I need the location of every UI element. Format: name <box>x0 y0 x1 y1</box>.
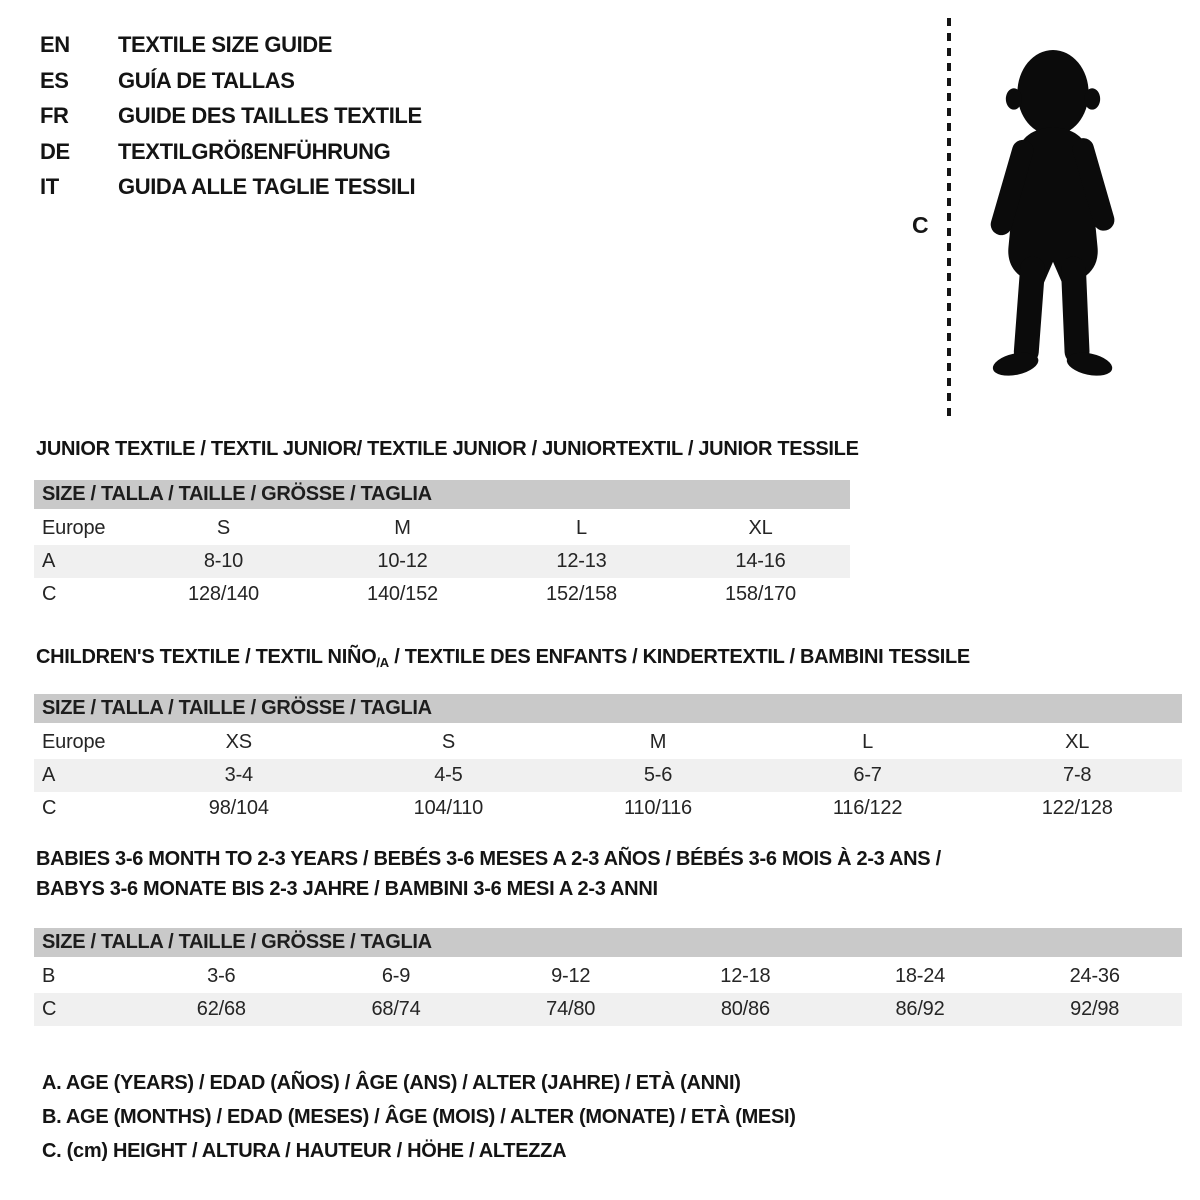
section-title <box>36 434 859 464</box>
language-title: GUÍA DE TALLAS <box>118 67 295 93</box>
size-header-bar: SIZE / TALLA / TAILLE / GRÖSSE / TAGLIA <box>34 480 850 509</box>
table-row <box>34 512 850 545</box>
language-title: TEXTILGRÖßENFÜHRUNG <box>118 138 391 164</box>
size-cell: 3-6 <box>207 965 236 987</box>
section-title-line <box>36 844 1182 874</box>
size-cell: 24-36 <box>1069 965 1120 987</box>
language-title: TEXTILE SIZE GUIDE <box>118 32 333 57</box>
size-cell: S <box>216 517 231 539</box>
size-cell: 12-18 <box>720 965 771 987</box>
size-cell: S <box>441 731 455 753</box>
size-cell: 14-16 <box>735 550 786 572</box>
language-title: GUIDA ALLE TAGLIE TESSILI <box>118 174 416 199</box>
size-cell: 128/140 <box>188 583 259 605</box>
title-text: JUNIOR TEXTILE / TEXTIL JUNIOR/ TEXTILE JUNIOR / JUNIORTEXTIL / JUNIOR TESSILE <box>36 438 859 460</box>
language-code: FR <box>40 103 69 128</box>
size-cell: 92/98 <box>1070 998 1120 1020</box>
size-cell: L <box>576 517 587 539</box>
size-cell: L <box>862 731 874 753</box>
size-cell: 140/152 <box>367 583 438 605</box>
size-cell: 122/128 <box>1041 797 1113 819</box>
title-text: / TEXTILE DES ENFANTS / KINDERTEXTIL / BAMBINI TESSILE <box>388 646 970 668</box>
size-header-bar: SIZE / TALLA / TAILLE / GRÖSSE / TAGLIA <box>34 928 1182 957</box>
size-cell: 8-10 <box>203 550 244 572</box>
size-table <box>34 726 1182 825</box>
size-cell: 74/80 <box>546 998 596 1020</box>
size-cell: XL <box>748 517 773 539</box>
section-childrens-textile <box>34 642 1182 825</box>
title-text: BABYS 3-6 MONATE BIS 2-3 JAHRE / BAMBINI 3-6 MESI A 2-3 ANNI <box>36 878 658 900</box>
size-cell: 5-6 <box>643 764 673 786</box>
row-label: C <box>42 797 57 819</box>
table-row <box>34 578 850 611</box>
size-cell: M <box>394 517 411 539</box>
measure-c-label: C <box>912 212 929 238</box>
size-table <box>34 512 850 611</box>
row-label: C <box>42 583 57 605</box>
size-header-bar: SIZE / TALLA / TAILLE / GRÖSSE / TAGLIA <box>34 694 1182 723</box>
toddler-silhouette-icon <box>964 18 1142 422</box>
table-row <box>34 792 1182 825</box>
size-cell: 158/170 <box>725 583 796 605</box>
section-title-line <box>36 874 1182 904</box>
size-cell: XL <box>1065 731 1090 753</box>
language-title: GUIDE DES TAILLES TEXTILE <box>118 103 422 128</box>
title-text: BABIES 3-6 MONTH TO 2-3 YEARS / BEBÉS 3-6 MESES A 2-3 AÑOS / BÉBÉS 3-6 MOIS À 2-3 ANS / <box>36 848 941 870</box>
section-title <box>36 642 1182 678</box>
size-cell: 10-12 <box>377 550 428 572</box>
size-cell: XS <box>225 731 252 753</box>
size-cell: 12-13 <box>556 550 607 572</box>
section-junior-textile <box>34 434 859 611</box>
title-text: /A <box>376 655 389 670</box>
language-list <box>40 27 422 205</box>
size-cell: 104/110 <box>413 797 484 819</box>
row-label: C <box>42 998 57 1020</box>
language-code: ES <box>40 67 69 93</box>
section-title-line <box>36 642 1182 678</box>
row-label: A <box>42 550 56 572</box>
title-text: CHILDREN'S TEXTILE / TEXTIL NIÑO <box>36 646 377 668</box>
size-cell: 18-24 <box>894 965 946 987</box>
size-cell: M <box>649 731 667 753</box>
size-cell: 7-8 <box>1063 764 1092 786</box>
table-row <box>34 993 1182 1026</box>
language-code: EN <box>40 32 70 57</box>
height-measure-figure <box>900 14 1156 428</box>
size-cell: 6-7 <box>853 764 882 786</box>
row-label: Europe <box>42 517 106 539</box>
section-title <box>36 844 1182 904</box>
size-cell: 6-9 <box>381 965 411 987</box>
size-table <box>34 960 1182 1026</box>
size-cell: 86/92 <box>895 998 945 1020</box>
size-cell: 116/122 <box>832 797 903 819</box>
legend <box>42 1066 796 1168</box>
legend-line-c: C. (cm) HEIGHT / ALTURA / HAUTEUR / HÖHE / ALTEZZA <box>42 1140 567 1162</box>
row-label: B <box>42 965 56 987</box>
row-label: A <box>42 764 56 786</box>
table-row <box>34 960 1182 993</box>
size-cell: 4-5 <box>434 764 463 786</box>
table-row <box>34 545 850 578</box>
section-title-line <box>36 434 859 464</box>
section-babies-textile <box>34 844 1182 1026</box>
legend-line-b: B. AGE (MONTHS) / EDAD (MESES) / ÂGE (MOIS) / ALTER (MONATE) / ETÀ (MESI) <box>42 1106 796 1128</box>
size-cell: 80/86 <box>720 998 770 1020</box>
size-cell: 62/68 <box>196 998 246 1020</box>
size-cell: 68/74 <box>371 998 421 1020</box>
table-row <box>34 759 1182 792</box>
size-cell: 3-4 <box>224 764 253 786</box>
row-label: Europe <box>42 731 106 753</box>
size-cell: 110/116 <box>624 797 692 819</box>
size-cell: 152/158 <box>546 583 617 605</box>
language-code: DE <box>40 138 70 164</box>
dashed-measure-line <box>947 18 951 420</box>
language-code: IT <box>40 174 59 199</box>
legend-line-a: A. AGE (YEARS) / EDAD (AÑOS) / ÂGE (ANS) / ALTER (JAHRE) / ETÀ (ANNI) <box>42 1072 741 1094</box>
size-cell: 98/104 <box>208 797 269 819</box>
size-cell: 9-12 <box>551 965 591 987</box>
table-row <box>34 726 1182 759</box>
